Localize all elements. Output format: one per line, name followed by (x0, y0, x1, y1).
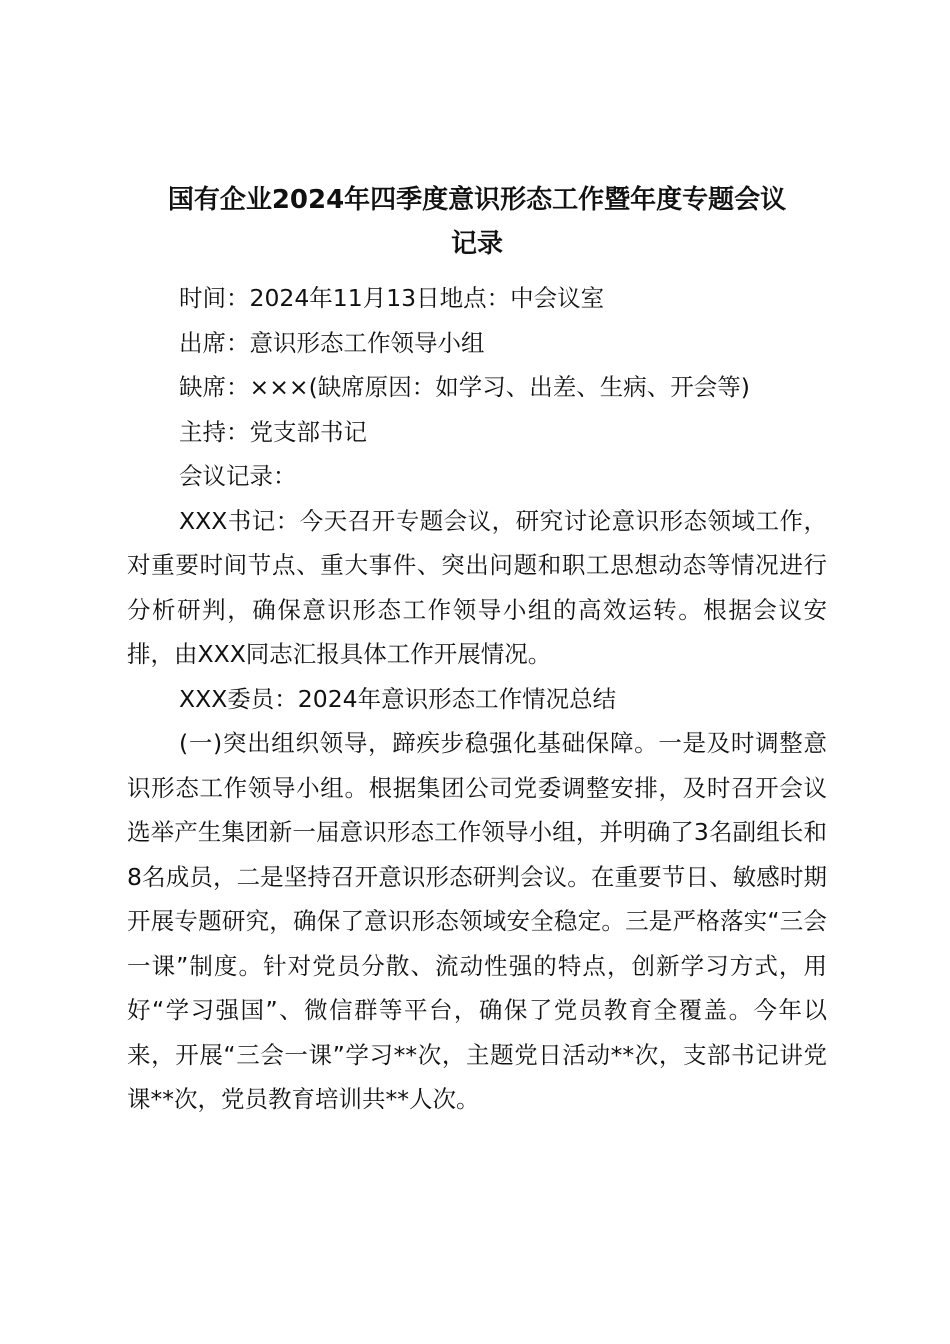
document-page (127, 178, 827, 1122)
meeting-absent: 缺席：×××(缺席原因：如学习、出差、生病、开会等) (179, 373, 750, 401)
document-title (127, 178, 827, 266)
meeting-attendees: 出席：意识形态工作领导小组 (179, 328, 485, 357)
paragraph-summary-section-1: (一)突出组织领导，蹄疾步稳强化基础保障。一是及时调整意识形态工作领导小组。根据集团公司党委调整安排，及时召开会议选举产生集团新一届意识形态工作领导小组，并明确了3名副组长和8名成员，二是坚持召开意识形态研判会议。在重要节日、敏感时期开展专题研究，确保了意识形态领域安全稳定。三是严格落实“三会一课”制度。针对党员分散、流动性强的特点，创新学习方式，用好“学习强国”、微信群等平台，确保了党员教育全覆盖。今年以来，开展“三会一课”学习**次，主题党日活动**次，支部书记讲党课**次，党员教育培训共**人次。 (127, 729, 827, 1113)
paragraph-committee-heading: XXX委员：2024年意识形态工作情况总结 (179, 684, 617, 713)
title-line-2: 记录 (450, 229, 503, 259)
meeting-host: 主持：党支部书记 (179, 417, 367, 446)
record-label: 会议记录： (179, 462, 297, 490)
paragraph-secretary: XXX书记：今天召开专题会议，研究讨论意识形态领域工作，对重要时间节点、重大事件、突出问题和职工思想动态等情况进行分析研判，确保意识形态工作领导小组的高效运转。根据会议安排，由XXX同志汇报具体工作开展情况。 (127, 506, 827, 668)
meeting-time-place: 时间：2024年11月13日地点：中会议室 (179, 284, 605, 312)
title-line-1: 国有企业2024年四季度意识形态工作暨年度专题会议 (167, 185, 787, 215)
